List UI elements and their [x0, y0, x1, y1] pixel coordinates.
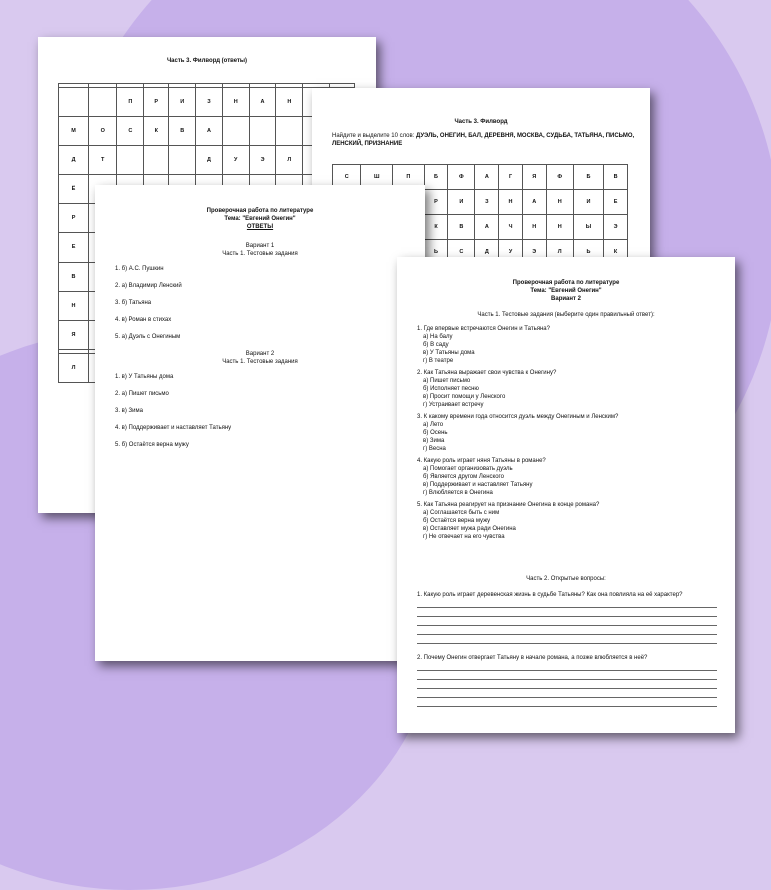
answer-option: г) В театре: [423, 358, 454, 364]
answer-option: а) На балу: [423, 334, 453, 340]
answer-item: 3. б) Татьяна: [115, 300, 152, 306]
worksheet-page-answers: [95, 185, 425, 661]
fillword-cell: Э: [522, 240, 546, 265]
worksheet-page-test-variant2: [397, 257, 735, 733]
part2-label: Часть 2. Открытые вопросы:: [526, 576, 606, 582]
answer-line[interactable]: [417, 689, 717, 698]
fillword-cell: Г: [499, 165, 523, 190]
answer-item: 4. в) Поддерживает и наставляет Татьяну: [115, 425, 232, 431]
fillword-cell: Ь: [424, 240, 448, 265]
answer-option: г) Устраивает встречу: [423, 402, 484, 408]
fillword-cell: Е: [604, 190, 628, 215]
part1-label: Часть 1. Тестовые задания (выберите один правильный ответ):: [477, 312, 655, 318]
fillword-answer-cell: Л: [59, 353, 89, 382]
answer-option: г) Не отвечает на его чувства: [423, 534, 505, 540]
fillword-cell: Я: [522, 165, 546, 190]
fillword-answer-cell: А: [249, 88, 276, 117]
fillword-answer-cell: Р: [59, 204, 89, 233]
open-question-text: 1. Какую роль играет деревенская жизнь в судьбе Татьяны? Как она повлияла на её характер?: [417, 592, 683, 598]
question-block: [417, 369, 717, 409]
question-block: [417, 501, 717, 541]
fillword-answer-cell: У: [222, 146, 249, 175]
variant-label: Вариант 1: [245, 243, 275, 249]
answer-item: 4. в) Роман в стихах: [115, 317, 172, 323]
page-subtitle: Тема: "Евгений Онегин": [530, 288, 602, 294]
grid-row: [59, 117, 355, 146]
answer-option: в) Зима: [423, 438, 445, 444]
fillword-cell: С: [448, 240, 475, 265]
answer-line[interactable]: [417, 626, 717, 635]
fillword-cell: А: [475, 215, 499, 240]
fillword-answer-cell: [276, 117, 303, 146]
fillword-answer-cell: Д: [196, 146, 223, 175]
answer-line[interactable]: [417, 698, 717, 707]
fillword-answer-cell: О: [89, 117, 117, 146]
fillword-cell: Ф: [448, 165, 475, 190]
fillword-cell: А: [522, 190, 546, 215]
fillword-answer-cell: Д: [59, 146, 89, 175]
answer-line[interactable]: [417, 671, 717, 680]
answer-line[interactable]: [417, 680, 717, 689]
answer-option: а) Соглашается быть с ним: [423, 510, 500, 516]
page-title: Проверочная работа по литературе: [206, 208, 314, 214]
fillword-cell: Ш: [361, 165, 392, 190]
instruction-prefix: Найдите и выделите 10 слов:: [332, 133, 415, 139]
answer-line[interactable]: [417, 635, 717, 644]
fillword-answer-cell: В: [169, 117, 196, 146]
fillword-answer-cell: З: [196, 88, 223, 117]
fillword-cell: Ы: [573, 215, 603, 240]
answer-item: 2. а) Пишет письмо: [115, 391, 169, 397]
fillword-cell: Н: [499, 190, 523, 215]
fillword-cell: К: [604, 240, 628, 265]
instruction-text: [332, 132, 638, 148]
fillword-answer-cell: Л: [276, 146, 303, 175]
fillword-answer-cell: [222, 117, 249, 146]
answer-option: а) Помогает организовать дуэль: [423, 466, 513, 472]
page-subtitle: Тема: "Евгений Онегин": [224, 216, 296, 222]
fillword-answer-cell: И: [169, 88, 196, 117]
variant-label: Вариант 2: [551, 296, 581, 302]
fillword-answer-cell: А: [196, 117, 223, 146]
variant-label: Вариант 2: [245, 351, 275, 357]
fillword-cell: Р: [424, 190, 448, 215]
fillword-cell: А: [475, 165, 499, 190]
fillword-answer-cell: [117, 146, 144, 175]
question-text: 3. К какому времени года относится дуэль между Онегиным и Ленским?: [417, 414, 619, 420]
fillword-cell: Э: [604, 215, 628, 240]
question-list: [417, 325, 717, 545]
open-question-text: 2. Почему Онегин отвергает Татьяну в начале романа, а позже влюбляется в неё?: [417, 655, 648, 661]
answer-item: 2. а) Владимир Ленский: [115, 283, 182, 289]
answer-option: б) Исполняет песню: [423, 386, 479, 392]
page-title: Часть 3. Филворд: [454, 119, 508, 125]
fillword-answer-cell: Н: [276, 88, 303, 117]
grid-row: [59, 88, 355, 117]
question-block: [417, 413, 717, 453]
answers-label: ОТВЕТЫ: [246, 224, 274, 230]
fillword-answer-cell: Я: [59, 320, 89, 349]
answers-list-variant1: [115, 265, 365, 350]
answer-option: а) Лето: [423, 422, 444, 428]
fillword-cell: Д: [475, 240, 499, 265]
fillword-answer-cell: М: [59, 117, 89, 146]
fillword-cell: К: [424, 215, 448, 240]
question-text: 4. Какую роль играет няня Татьяны в романе?: [417, 458, 546, 464]
spacer: [417, 707, 717, 717]
fillword-answer-cell: Н: [59, 291, 89, 320]
fillword-cell: П: [392, 165, 424, 190]
answer-option: б) Является другом Ленского: [423, 474, 504, 480]
answer-option: г) Весна: [423, 446, 446, 452]
fillword-cell: З: [475, 190, 499, 215]
fillword-answer-cell: Э: [249, 146, 276, 175]
answer-line[interactable]: [417, 617, 717, 626]
answer-option: в) Поддерживает и наставляет Татьяну: [423, 482, 533, 488]
spacer: [417, 644, 717, 654]
fillword-cell: В: [604, 165, 628, 190]
answer-line[interactable]: [417, 599, 717, 608]
fillword-cell: Л: [546, 240, 573, 265]
fillword-answer-cell: [249, 117, 276, 146]
fillword-cell: Б: [573, 165, 603, 190]
fillword-cell: Н: [546, 215, 573, 240]
page-title: Проверочная работа по литературе: [512, 280, 620, 286]
part-label: Часть 1. Тестовые задания: [222, 359, 298, 365]
answer-item: 5. б) Остаётся верна мужу: [115, 442, 189, 448]
question-text: 5. Как Татьяна реагирует на признание Онегина в конце романа?: [417, 502, 600, 508]
answer-option: б) Остаётся верна мужу: [423, 518, 491, 524]
fillword-answer-cell: Р: [144, 88, 169, 117]
fillword-cell: И: [448, 190, 475, 215]
fillword-answer-cell: [89, 88, 117, 117]
answers-list-variant2: [115, 373, 365, 458]
fillword-answer-cell: [144, 146, 169, 175]
answer-option: г) Влюбляется в Онегина: [423, 490, 493, 496]
answer-option: а) Пишет письмо: [423, 378, 471, 384]
answer-item: 5. а) Дуэль с Онегиным: [115, 334, 181, 340]
fillword-answer-cell: Т: [89, 146, 117, 175]
answer-item: 1. б) А.С. Пушкин: [115, 266, 164, 272]
fillword-answer-cell: С: [117, 117, 144, 146]
fillword-cell: Ь: [573, 240, 603, 265]
question-text: 1. Где впервые встречаются Онегин и Татьяна?: [417, 326, 550, 332]
instruction-words: ДУЭЛЬ, ОНЕГИН, БАЛ, ДЕРЕВНЯ, МОСКВА, СУДЬБА, ТАТЬЯНА, ПИСЬМО, ЛЕНСКИЙ, ПРИЗНАНИЕ: [332, 133, 635, 147]
fillword-cell: У: [499, 240, 523, 265]
question-block: [417, 457, 717, 497]
fillword-answer-cell: [59, 88, 89, 117]
fillword-answer-cell: П: [117, 88, 144, 117]
fillword-cell: Б: [424, 165, 448, 190]
answer-option: в) Просит помощи у Ленского: [423, 394, 506, 400]
fillword-answer-cell: В: [59, 262, 89, 291]
answer-line[interactable]: [417, 608, 717, 617]
answer-option: в) Оставляет мужа ради Онегина: [423, 526, 516, 532]
fillword-answer-cell: К: [144, 117, 169, 146]
fillword-answer-cell: Ё: [59, 175, 89, 204]
fillword-cell: Ч: [499, 215, 523, 240]
fillword-cell: Н: [522, 215, 546, 240]
fillword-answer-cell: Е: [59, 233, 89, 262]
fillword-cell: Ф: [546, 165, 573, 190]
fillword-cell: В: [448, 215, 475, 240]
fillword-cell: Н: [546, 190, 573, 215]
page-title: Часть 3. Филворд (ответы): [166, 58, 248, 64]
fillword-cell: И: [573, 190, 603, 215]
answer-item: 1. в) У Татьяны дома: [115, 374, 174, 380]
answer-option: в) У Татьяны дома: [423, 350, 475, 356]
open-questions: [417, 591, 717, 717]
fillword-cell: С: [333, 165, 361, 190]
fillword-answer-cell: Н: [222, 88, 249, 117]
question-block: [417, 325, 717, 365]
grid-row: [59, 146, 355, 175]
answer-item: 3. в) Зима: [115, 408, 143, 414]
fillword-answer-cell: [169, 146, 196, 175]
answer-line[interactable]: [417, 662, 717, 671]
part-label: Часть 1. Тестовые задания: [222, 251, 298, 257]
answer-option: б) Осень: [423, 430, 448, 436]
answer-option: б) В саду: [423, 342, 449, 348]
question-text: 2. Как Татьяна выражает свои чувства к Онегину?: [417, 370, 557, 376]
